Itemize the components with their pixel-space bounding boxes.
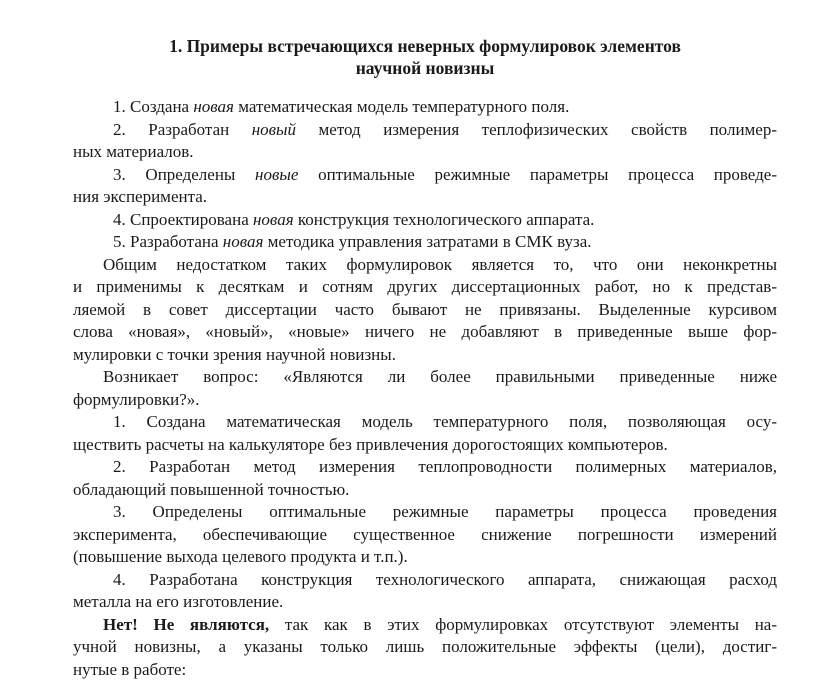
- section-heading: [73, 36, 777, 79]
- text-segment: эксперимента, обеспечивающие существенное снижение погрешности измерений: [73, 524, 777, 544]
- text-segment: учной новизны, а указаны только лишь положительные эффекты (цели), достиг-: [73, 637, 777, 656]
- text-line: [73, 614, 777, 637]
- text-line: [73, 164, 777, 187]
- text-line: [73, 231, 777, 254]
- text-segment: ния эксперимента.: [73, 187, 208, 206]
- text-segment: обладающий повышенной точностью.: [73, 479, 350, 499]
- text-line: [73, 591, 777, 614]
- text-segment: ществить расчеты на калькуляторе без привлечения дорогостоящих компьютеров.: [73, 434, 668, 454]
- text-line: [73, 434, 777, 457]
- text-segment: математическая модель температурного поля.: [233, 97, 570, 116]
- text-line: [73, 389, 777, 412]
- text-segment: 1. Создана: [113, 97, 194, 116]
- text-line: [73, 96, 777, 119]
- text-segment: 4. Разработана конструкция технологического аппарата, снижающая расход: [113, 569, 777, 589]
- text-line: [73, 321, 777, 344]
- text-line: [73, 366, 777, 389]
- text-line: [73, 186, 777, 209]
- text-segment: (повышение выхода целевого продукта и т.п.).: [73, 547, 408, 566]
- text-line: [73, 254, 777, 277]
- text-segment: слова «новая», «новый», «новые» ничего не добавляют в приведенные выше фор-: [73, 322, 777, 341]
- text-segment: металла на его изготовление.: [73, 592, 284, 611]
- text-line: [73, 524, 777, 547]
- text-line: [73, 119, 777, 142]
- text-segment: Общим недостатком таких формулировок является то, что они неконкретны: [103, 254, 777, 274]
- text-segment: 3. Определены оптимальные режимные параметры процесса проведения: [113, 502, 777, 521]
- text-line: [73, 411, 777, 434]
- text-segment: ных материалов.: [73, 142, 194, 161]
- text-segment: так как в этих формулировках отсутствуют элементы на-: [269, 614, 777, 634]
- text-line: [73, 569, 777, 592]
- document-body: [73, 96, 777, 681]
- text-line: [73, 344, 777, 367]
- bold-text: Нет! Не являются,: [103, 614, 270, 634]
- text-segment: формулировки?».: [73, 389, 200, 409]
- italic-text: новая: [222, 232, 264, 251]
- text-line: [73, 501, 777, 524]
- text-line: [73, 546, 777, 569]
- text-line: [73, 209, 777, 232]
- text-segment: 1. Создана математическая модель температурного поля, позволяющая осу-: [113, 412, 777, 431]
- text-segment: 5. Разработана: [113, 232, 223, 251]
- text-segment: метод измерения теплофизических свойств полимер-: [296, 119, 777, 139]
- text-segment: конструкция технологического аппарата.: [293, 209, 595, 229]
- text-segment: 2. Разработан: [113, 119, 252, 139]
- text-segment: мулировки с точки зрения научной новизны.: [73, 344, 396, 364]
- text-segment: оптимальные режимные параметры процесса проведе-: [298, 164, 777, 184]
- text-segment: ляемой в совет диссертации часто бывают не привязаны. Выделенные курсивом: [73, 299, 777, 319]
- italic-text: новая: [253, 209, 294, 229]
- italic-text: новый: [251, 119, 297, 139]
- text-segment: 4. Спроектирована: [113, 209, 253, 229]
- text-line: [73, 456, 777, 479]
- text-segment: нутые в работе:: [73, 659, 187, 679]
- heading-line-2: научной новизны: [355, 57, 495, 78]
- text-line: [73, 141, 777, 164]
- text-segment: 3. Определены: [113, 164, 256, 184]
- italic-text: новая: [193, 97, 234, 116]
- text-line: [73, 276, 777, 299]
- text-segment: методика управления затратами в СМК вуза.: [263, 232, 592, 251]
- text-line: [73, 659, 777, 682]
- text-line: [73, 299, 777, 322]
- text-segment: и применимы к десяткам и сотням других диссертационных работ, но к представ-: [73, 277, 777, 296]
- italic-text: новые: [255, 164, 299, 184]
- heading-line-1: 1. Примеры встречающихся неверных формулировок элементов: [169, 36, 681, 56]
- text-line: [73, 636, 777, 659]
- text-line: [73, 479, 777, 502]
- text-segment: 2. Разработан метод измерения теплопроводности полимерных материалов,: [113, 457, 777, 476]
- text-segment: Возникает вопрос: «Являются ли более правильными приведенные ниже: [103, 367, 777, 386]
